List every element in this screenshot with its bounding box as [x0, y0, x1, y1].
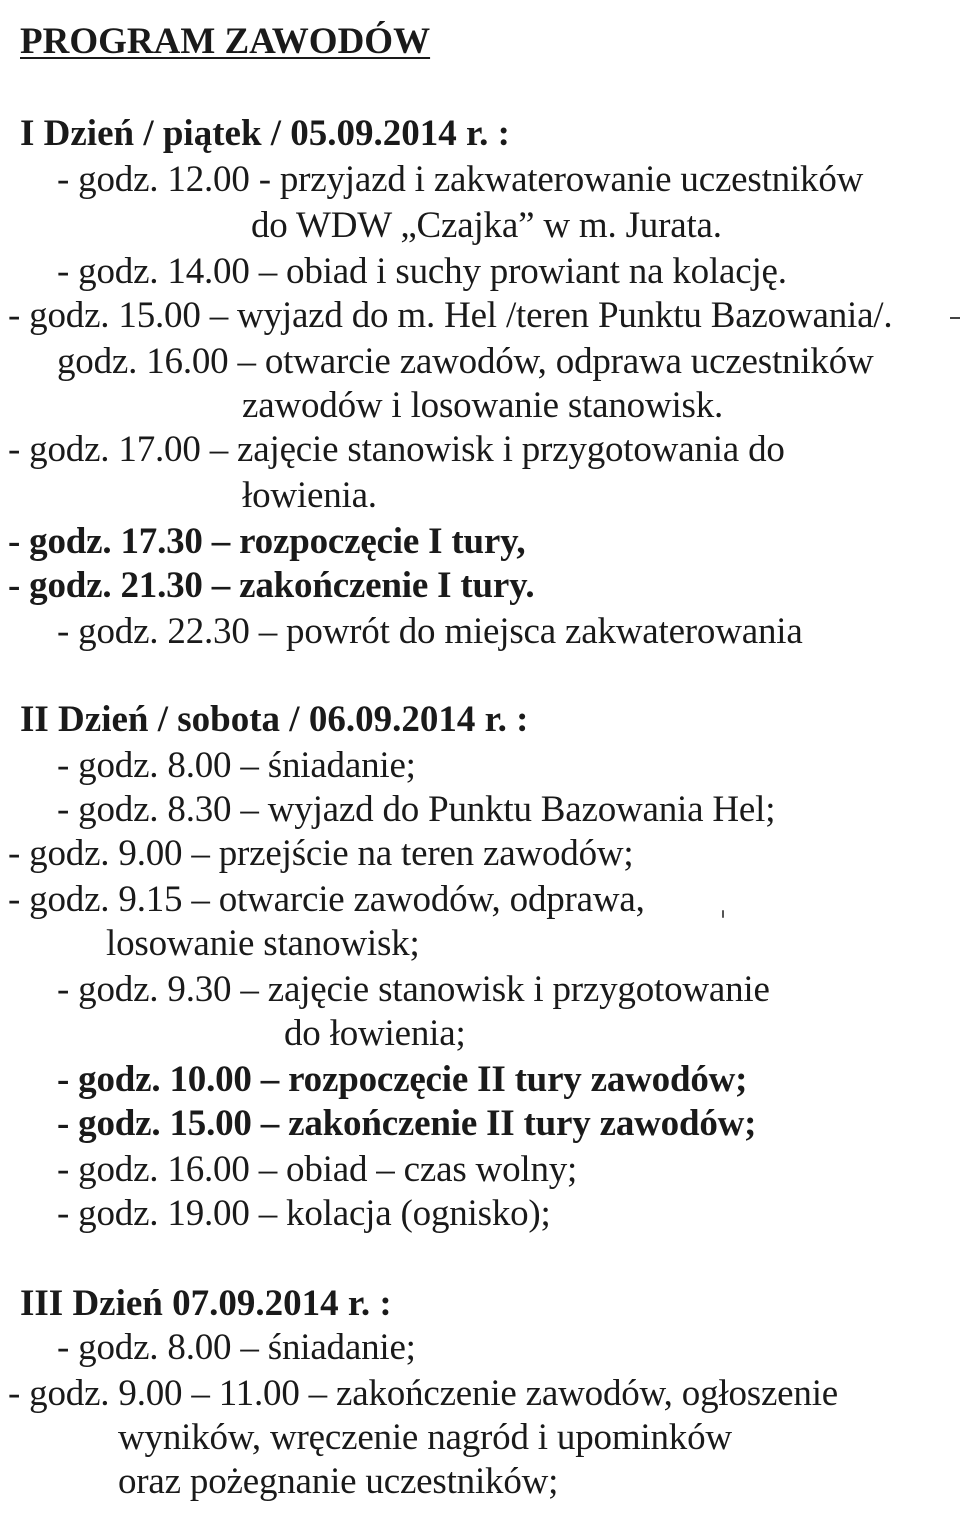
day-1-line: - godz. 17.30 – rozpoczęcie I tury,	[8, 521, 526, 562]
day-2-line: - godz. 8.00 – śniadanie;	[57, 745, 416, 786]
day-1-heading: I Dzień / piątek / 05.09.2014 r. :	[20, 113, 510, 154]
day-1-line: - godz. 21.30 – zakończenie I tury.	[8, 565, 535, 606]
day-2-line: - godz. 9.00 – przejście na teren zawodów;	[8, 833, 634, 874]
day-1-line: godz. 16.00 – otwarcie zawodów, odprawa uczestników	[57, 341, 874, 382]
margin-dash-mark	[950, 317, 960, 319]
day-1-line: - godz. 15.00 – wyjazd do m. Hel /teren Punktu Bazowania/.	[8, 295, 893, 336]
day-2-line: - godz. 16.00 – obiad – czas wolny;	[57, 1149, 578, 1190]
day-3-line: wyników, wręczenie nagród i upominków	[118, 1417, 732, 1458]
scan-speck	[722, 910, 724, 918]
day-2-heading: II Dzień / sobota / 06.09.2014 r. :	[20, 699, 529, 740]
day-1-line: łowienia.	[242, 475, 377, 516]
day-2-line: - godz. 9.30 – zajęcie stanowisk i przygotowanie	[57, 969, 770, 1010]
day-2-line: - godz. 19.00 – kolacja (ognisko);	[57, 1193, 551, 1234]
day-1-line: - godz. 14.00 – obiad i suchy prowiant na kolację.	[57, 251, 787, 292]
day-1-line: zawodów i losowanie stanowisk.	[242, 385, 724, 426]
day-2-line: losowanie stanowisk;	[106, 923, 420, 964]
day-3-heading: III Dzień 07.09.2014 r. :	[20, 1283, 392, 1324]
day-1-line: do WDW „Czajka” w m. Jurata.	[251, 205, 722, 246]
day-2-line: - godz. 10.00 – rozpoczęcie II tury zawodów;	[57, 1059, 748, 1100]
day-1-line: - godz. 12.00 - przyjazd i zakwaterowanie uczestników	[57, 159, 864, 200]
day-1-line: - godz. 22.30 – powrót do miejsca zakwaterowania	[57, 611, 803, 652]
day-2-line: - godz. 8.30 – wyjazd do Punktu Bazowania Hel;	[57, 789, 776, 830]
day-3-line: - godz. 8.00 – śniadanie;	[57, 1327, 416, 1368]
day-3-line: oraz pożegnanie uczestników;	[118, 1461, 559, 1502]
day-2-line: do łowienia;	[284, 1013, 466, 1054]
day-2-line: - godz. 15.00 – zakończenie II tury zawodów;	[57, 1103, 757, 1144]
day-1-line: - godz. 17.00 – zajęcie stanowisk i przygotowania do	[8, 429, 785, 470]
day-2-line: - godz. 9.15 – otwarcie zawodów, odprawa,	[8, 879, 645, 920]
page-title: PROGRAM ZAWODÓW	[20, 21, 431, 62]
day-3-line: - godz. 9.00 – 11.00 – zakończenie zawodów, ogłoszenie	[8, 1373, 838, 1414]
